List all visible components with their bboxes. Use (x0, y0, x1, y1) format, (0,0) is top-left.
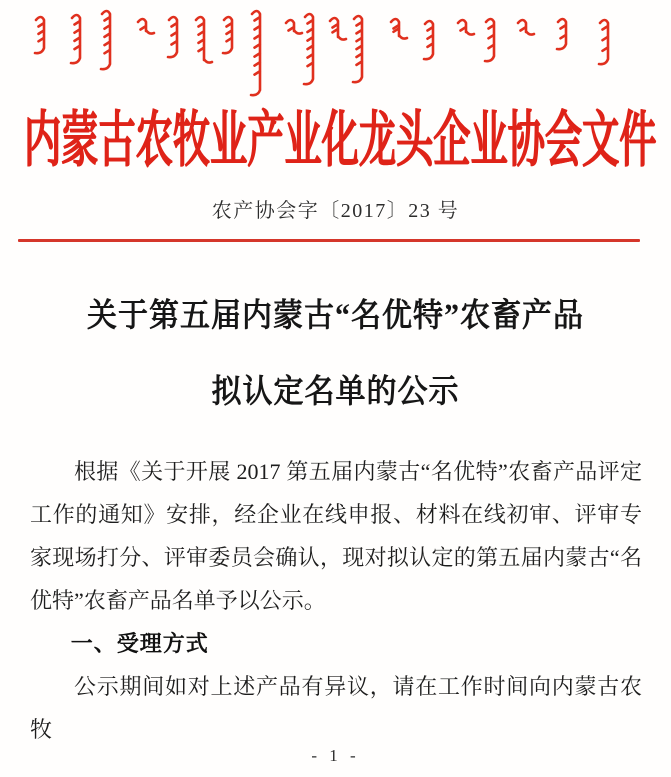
body-paragraph-2: 公示期间如对上述产品有异议，请在工作时间向内蒙古农牧 (30, 674, 642, 742)
mongolian-word-glyph (71, 15, 80, 63)
mongolian-word-glyph (101, 11, 110, 69)
mongolian-word-glyph (424, 21, 433, 59)
mongolian-word-glyph (138, 19, 154, 34)
mongolian-word-glyph (196, 17, 212, 63)
document-title-line2: 拟认定名单的公示 (211, 373, 460, 410)
document-title-line1: 关于第五届内蒙古“名优特”农畜产品 (87, 297, 584, 334)
mongolian-word-glyph (458, 20, 474, 35)
body-paragraph-1: 根据《关于开展 2017 第五届内蒙古“名优特”农畜产品评定工作的通知》安排，经企业在线申报、材料在线初审、评审专家现场打分、评审委员会确认，现对拟认定的第五届内蒙古“名优特”农畜产品名单予以公示。 (30, 459, 642, 613)
mongolian-word-glyph (353, 16, 362, 82)
letterhead (0, 92, 671, 175)
mongolian-word-glyph (599, 20, 608, 64)
mongolian-word-glyph (286, 20, 302, 34)
mongolian-word-glyph (251, 11, 260, 95)
mongolian-word-glyph (304, 14, 313, 84)
mongolian-word-glyph (168, 17, 177, 57)
mongolian-word-glyph (35, 17, 44, 53)
letterhead-org-title: 内蒙古农牧业产业化龙头企业协会文件 (23, 105, 657, 175)
mongolian-word-glyph (223, 17, 232, 53)
document-number: 农产协会字〔2017〕23 号 (211, 200, 460, 222)
mongolian-word-glyph (330, 18, 346, 40)
page-number: - 1 - (311, 746, 360, 765)
mongolian-word-glyph (485, 19, 494, 61)
mongolian-word-glyph (518, 20, 534, 35)
mongolian-script (20, 2, 650, 98)
mongolian-word-glyph (557, 19, 566, 49)
section-heading-acceptance-method: 一、受理方式 (70, 631, 209, 656)
document-body (30, 450, 642, 751)
red-divider-line (18, 239, 640, 242)
mongolian-word-glyph (391, 19, 407, 39)
